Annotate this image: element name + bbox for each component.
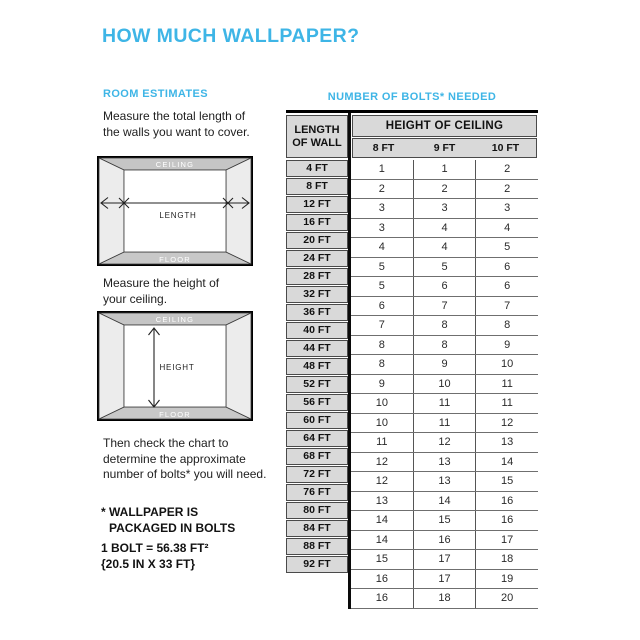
- bolts-value-cell: 6: [475, 258, 538, 277]
- wall-length-cell: 68 FT: [286, 448, 348, 465]
- bolts-value-cell: 16: [413, 531, 476, 550]
- column-header-10ft: 10 FT: [491, 142, 520, 154]
- bolts-value-cell: 8: [475, 316, 538, 335]
- height-of-ceiling-header: HEIGHT OF CEILING: [352, 115, 537, 137]
- bolts-needed-heading: NUMBER OF BOLTS* NEEDED: [327, 91, 497, 103]
- wall-length-column-header: [286, 115, 348, 158]
- wall-length-cell: 92 FT: [286, 556, 348, 573]
- bolts-value-cell: 5: [378, 280, 385, 293]
- instruction-line: Then check the chart to: [103, 436, 229, 450]
- bolts-value-cell: 17: [413, 550, 476, 569]
- bolts-value-cell: 17: [475, 531, 538, 550]
- bolts-value-cell: 11: [475, 375, 538, 394]
- bolts-value-cell: 6: [475, 277, 538, 296]
- wall-length-cell: 56 FT: [286, 394, 348, 411]
- bolts-value-cell: 11: [475, 394, 538, 413]
- table-row: [351, 433, 538, 453]
- bolts-value-cell: 10: [413, 375, 476, 394]
- wall-length-cell: 60 FT: [286, 412, 348, 429]
- wall-length-cell: 20 FT: [286, 232, 348, 249]
- bolts-value-cell: 5: [413, 258, 476, 277]
- bolts-value-cell: 16: [475, 511, 538, 530]
- table-row: [351, 238, 538, 258]
- table-row: [351, 219, 538, 239]
- bolts-value-cell: 10: [475, 355, 538, 374]
- floor-label: FLOOR: [159, 410, 191, 419]
- header-line: OF WALL: [292, 136, 342, 149]
- wall-length-cell: 44 FT: [286, 340, 348, 357]
- wall-length-cell: 80 FT: [286, 502, 348, 519]
- wall-length-cell: 72 FT: [286, 466, 348, 483]
- bolts-value-cell: 12: [375, 455, 388, 468]
- wall-length-cell: 36 FT: [286, 304, 348, 321]
- bolts-value-cell: 3: [378, 221, 385, 234]
- bolts-value-cell: 12: [475, 414, 538, 433]
- instruction-line: Measure the height of: [103, 276, 220, 290]
- wall-length-cell: 40 FT: [286, 322, 348, 339]
- instruction-line: the walls you want to cover.: [103, 124, 250, 139]
- bolts-value-cell: 15: [375, 553, 388, 566]
- wall-column-cells: [286, 160, 348, 573]
- table-row: [351, 570, 538, 590]
- bolts-value-cell: 13: [413, 472, 476, 491]
- wall-length-cell: 88 FT: [286, 538, 348, 555]
- table-row: [351, 589, 538, 609]
- ceiling-height-subheader: [352, 138, 537, 158]
- bolts-value-cell: 16: [475, 492, 538, 511]
- instruction-line: your ceiling.: [103, 291, 168, 306]
- bolts-value-cell: 3: [475, 199, 538, 218]
- instruction-measure-length: [103, 109, 250, 140]
- bolts-value-cell: 12: [375, 475, 388, 488]
- bolts-value-cell: 5: [378, 260, 385, 273]
- bolts-value-cell: 14: [413, 492, 476, 511]
- bolts-value-cell: 4: [475, 219, 538, 238]
- bolts-value-cell: 10: [375, 397, 388, 410]
- wall-length-cell: 28 FT: [286, 268, 348, 285]
- column-header-9ft: 9 FT: [433, 142, 456, 154]
- table-row: [351, 511, 538, 531]
- bolts-value-cell: 9: [378, 377, 385, 390]
- bolts-value-cell: 2: [413, 180, 476, 199]
- room-estimates-heading: ROOM ESTIMATES: [103, 88, 209, 100]
- wall-length-cell: 64 FT: [286, 430, 348, 447]
- left-wall: [99, 158, 124, 264]
- bolts-value-cell: 13: [413, 453, 476, 472]
- table-row: [351, 531, 538, 551]
- bolts-value-cell: 3: [413, 199, 476, 218]
- bolts-value-cell: 2: [378, 182, 385, 195]
- table-row: [351, 453, 538, 473]
- note-wallpaper-packaging: [101, 505, 235, 536]
- table-row: [351, 550, 538, 570]
- bolts-value-cell: 1: [413, 160, 476, 179]
- wall-length-cell: 8 FT: [286, 178, 348, 195]
- ceiling-label: CEILING: [155, 315, 195, 324]
- table-row: [351, 336, 538, 356]
- wall-length-cell: 12 FT: [286, 196, 348, 213]
- bolts-value-cell: 11: [413, 414, 476, 433]
- wall-length-cell: 32 FT: [286, 286, 348, 303]
- bolts-value-cell: 5: [475, 238, 538, 257]
- table-row: [351, 160, 538, 180]
- table-row: [351, 180, 538, 200]
- table-row: [351, 414, 538, 434]
- bolts-value-cell: 12: [413, 433, 476, 452]
- bolts-value-cell: 10: [375, 416, 388, 429]
- note-line: PACKAGED IN BOLTS: [109, 520, 236, 535]
- length-label: LENGTH: [159, 211, 197, 220]
- bolts-value-cell: 14: [475, 453, 538, 472]
- bolts-value-cell: 11: [376, 436, 388, 449]
- table-row: [351, 258, 538, 278]
- wall-length-cell: 24 FT: [286, 250, 348, 267]
- wall-length-cell: 84 FT: [286, 520, 348, 537]
- bolts-value-cell: 8: [413, 336, 476, 355]
- note-line: * WALLPAPER IS: [101, 505, 199, 519]
- bolts-table: [286, 110, 538, 609]
- bolts-value-cell: 15: [475, 472, 538, 491]
- right-wall: [226, 158, 251, 264]
- instruction-line: number of bolts* you will need.: [103, 467, 267, 481]
- bolts-value-cell: 18: [413, 589, 476, 608]
- bolts-value-cell: 7: [378, 319, 385, 332]
- wall-length-cell: 4 FT: [286, 160, 348, 177]
- bolts-value-cell: 19: [475, 570, 538, 589]
- wall-length-column: [286, 113, 348, 574]
- room-height-diagram: [97, 311, 253, 421]
- bolts-value-cell: 2: [475, 180, 538, 199]
- bolts-value-cell: 14: [375, 514, 388, 527]
- wall-length-cell: 76 FT: [286, 484, 348, 501]
- bolts-value-cell: 2: [475, 160, 538, 179]
- bolts-value-cell: 1: [378, 163, 385, 176]
- table-row: [351, 375, 538, 395]
- table-row: [351, 472, 538, 492]
- page-title: HOW MUCH WALLPAPER?: [102, 25, 360, 47]
- bolts-value-cell: 6: [413, 277, 476, 296]
- bolts-value-cell: 3: [378, 202, 385, 215]
- table-row: [351, 199, 538, 219]
- wall-length-cell: 48 FT: [286, 358, 348, 375]
- left-wall: [99, 313, 124, 419]
- table-row: [351, 297, 538, 317]
- bolts-value-cell: 13: [375, 494, 388, 507]
- instruction-line: Measure the total length of: [103, 109, 246, 123]
- bolts-value-cell: 4: [413, 219, 476, 238]
- table-rows: [351, 160, 538, 609]
- note-bolt-size: [101, 541, 208, 572]
- note-line: {20.5 IN X 33 FT}: [101, 556, 196, 571]
- bolts-value-cell: 9: [475, 336, 538, 355]
- bolts-value-cell: 13: [475, 433, 538, 452]
- bolts-value-cell: 6: [378, 299, 385, 312]
- wall-length-cell: 52 FT: [286, 376, 348, 393]
- bolts-value-cell: 8: [378, 358, 385, 371]
- header-line: LENGTH: [294, 123, 340, 136]
- table-row: [351, 277, 538, 297]
- bolts-value-cell: 15: [413, 511, 476, 530]
- bolts-value-cell: 16: [375, 572, 388, 585]
- bolts-value-cell: 8: [413, 316, 476, 335]
- bolts-value-cell: 7: [413, 297, 476, 316]
- room-length-diagram: [97, 156, 253, 266]
- table-row: [351, 394, 538, 414]
- table-row: [351, 316, 538, 336]
- bolts-value-cell: 4: [413, 238, 476, 257]
- bolts-value-cell: 14: [375, 533, 388, 546]
- table-row: [351, 492, 538, 512]
- bolts-value-cell: 9: [413, 355, 476, 374]
- instruction-measure-height: [103, 276, 219, 307]
- instruction-check-chart: [103, 436, 266, 483]
- right-wall: [226, 313, 251, 419]
- bolts-value-cell: 17: [413, 570, 476, 589]
- table-data-area: [348, 113, 538, 609]
- wall-length-cell: 16 FT: [286, 214, 348, 231]
- height-label: HEIGHT: [159, 363, 195, 372]
- bolts-value-cell: 7: [475, 297, 538, 316]
- floor-label: FLOOR: [159, 255, 191, 264]
- bolts-value-cell: 4: [378, 241, 385, 254]
- bolts-value-cell: 18: [475, 550, 538, 569]
- instruction-line: determine the approximate: [103, 451, 246, 466]
- bolts-value-cell: 20: [475, 589, 538, 608]
- ceiling-label: CEILING: [155, 160, 195, 169]
- table-row: [351, 355, 538, 375]
- bolts-value-cell: 11: [413, 394, 476, 413]
- bolts-value-cell: 8: [378, 338, 385, 351]
- bolts-value-cell: 16: [375, 592, 388, 605]
- note-line: 1 BOLT = 56.38 FT²: [101, 541, 209, 555]
- column-header-8ft: 8 FT: [372, 142, 395, 154]
